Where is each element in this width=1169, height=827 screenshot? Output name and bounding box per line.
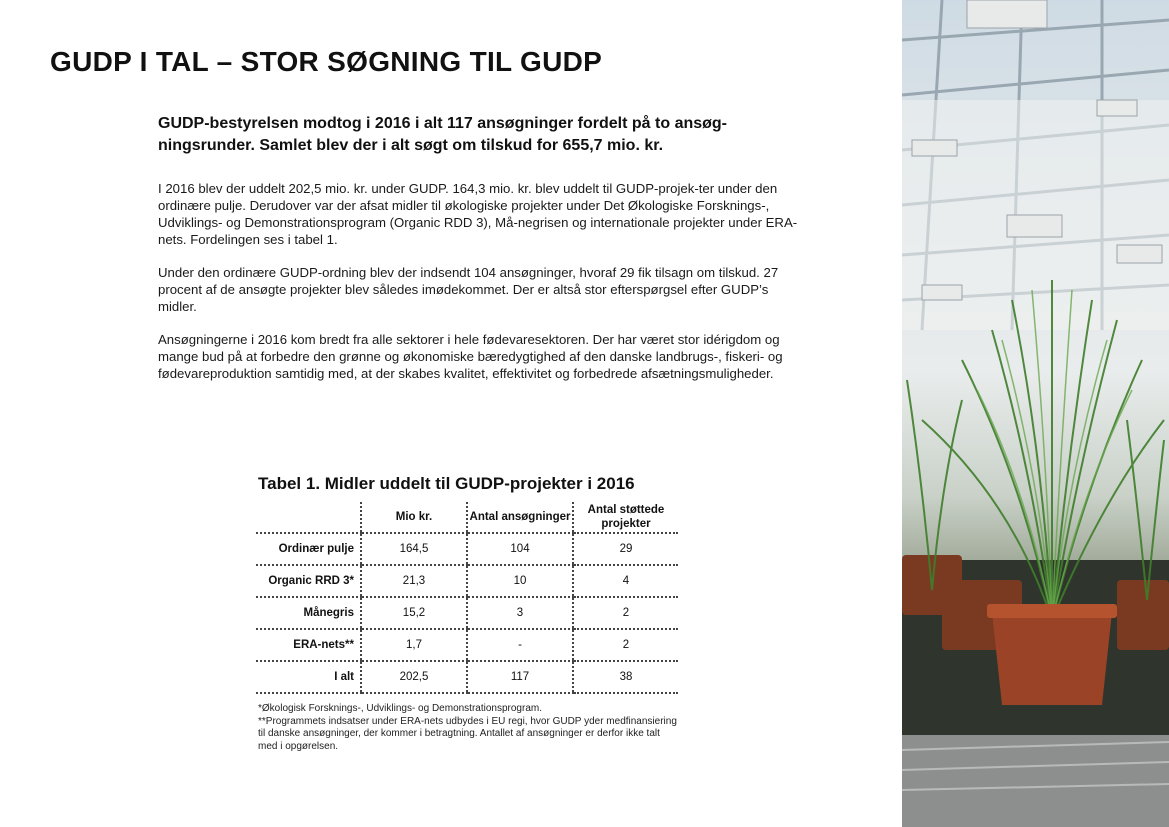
cell-stoettede: 4: [573, 565, 678, 597]
table-header-row: [256, 502, 678, 533]
table-row-total: [256, 661, 678, 693]
table-title: Tabel 1. Midler uddelt til GUDP-projekter i 2016: [258, 474, 635, 493]
header-mio-kr: Mio kr.: [361, 502, 467, 533]
body-paragraph-1: I 2016 blev der uddelt 202,5 mio. kr. under GUDP. 164,3 mio. kr. blev uddelt til GUDP-projek-ter under den ordinære pulje. Derudover var der afsat midler til økologiske projekter under Det Økologiske Forsknings-, Udviklings- og Demonstrationsprogram (Organic RDD 3), Må-negrisen og internationale projekter under ERA-nets. Fordelingen ses i tabel 1.: [158, 181, 798, 247]
cell-stoettede: 29: [573, 533, 678, 565]
table-row: [256, 597, 678, 629]
footnote-1: *Økologisk Forsknings-, Udviklings- og Demonstrationsprogram.: [258, 703, 542, 714]
cell-antal: -: [467, 629, 573, 661]
table-row: [256, 533, 678, 565]
cell-antal: 117: [467, 661, 573, 693]
cell-mio: 1,7: [361, 629, 467, 661]
cell-mio: 21,3: [361, 565, 467, 597]
row-label: Organic RRD 3*: [256, 565, 361, 597]
table-corner-cell: [256, 502, 361, 533]
cell-antal: 10: [467, 565, 573, 597]
row-label: Månegris: [256, 597, 361, 629]
cell-stoettede: 2: [573, 629, 678, 661]
funding-table: [256, 502, 678, 694]
table-row: [256, 565, 678, 597]
header-antal-stoettede: Antal støttede projekter: [573, 502, 678, 533]
cell-mio: 202,5: [361, 661, 467, 693]
table-footnotes: [258, 703, 678, 753]
footnote-2: **Programmets indsatser under ERA-nets udbydes i EU regi, hvor GUDP yder medfinansiering til danske ansøgninger, der kommer i betragtning. Antallet af ansøgninger er derfor ikke talt med i opgørelsen.: [258, 715, 677, 752]
cell-antal: 3: [467, 597, 573, 629]
greenhouse-chives-photo: [902, 0, 1169, 827]
row-label: I alt: [256, 661, 361, 693]
body-text: [158, 180, 798, 398]
page-title: GUDP I TAL – STOR SØGNING TIL GUDP: [50, 46, 603, 77]
row-label: ERA-nets**: [256, 629, 361, 661]
row-label: Ordinær pulje: [256, 533, 361, 565]
cell-stoettede: 2: [573, 597, 678, 629]
cell-mio: 164,5: [361, 533, 467, 565]
body-paragraph-2: Under den ordinære GUDP-ordning blev der indsendt 104 ansøgninger, hvoraf 29 fik tilsagn om tilskud. 27 procent af de ansøgte projekter blev således imødekommet. Der er altså stor efterspørgsel efter GUDP’s midler.: [158, 265, 779, 314]
cell-mio: 15,2: [361, 597, 467, 629]
table-row: [256, 629, 678, 661]
cell-antal: 104: [467, 533, 573, 565]
cell-stoettede: 38: [573, 661, 678, 693]
greenhouse-chives-image: [902, 0, 1169, 827]
lead-paragraph: GUDP-bestyrelsen modtog i 2016 i alt 117 ansøgninger fordelt på to ansøg-ningsrunder. Samlet blev der i alt søgt om tilskud for 655,7 mio. kr.: [158, 115, 728, 154]
header-antal-ansoegninger: Antal ansøgninger: [467, 502, 573, 533]
body-paragraph-3: Ansøgningerne i 2016 kom bredt fra alle sektorer i hele fødevaresektoren. Der har været stor idérigdom og mange bud på at forbedre den grønne og økonomiske bæredygtighed af den danske landbrugs-, fiskeri- og fødevareproduktion samtidig med, at der skabes kvalitet, effektivitet og forbedrede afsætningsmuligheder.: [158, 332, 783, 381]
